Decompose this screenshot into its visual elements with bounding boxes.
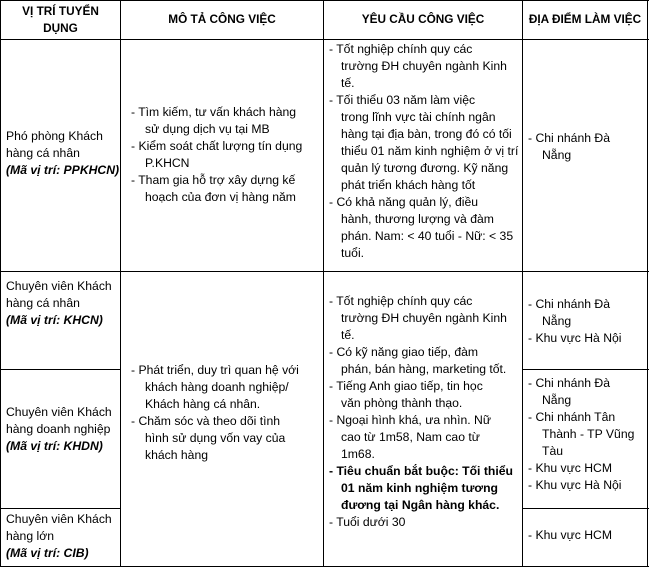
location-cib: - Khu vực HCM — [528, 528, 613, 542]
position-khdn: Chuyên viên Khách hàng doanh nghiệp (Mã vị trí: KHDN) — [6, 405, 112, 453]
location-khdn: - Chi nhánh Đà Nẵng - Chi nhánh Tân Thành - TP Vũng Tàu - Khu vực HCM - Khu vực Hà Nội — [528, 376, 635, 492]
position-ppkhcn: Phó phòng Khách hàng cá nhân (Mã vị trí: PPKHCN) — [6, 129, 120, 177]
row-divider-3-position — [0, 508, 121, 509]
mandatory-requirement: - Tiêu chuẩn bắt buộc: Tối thiểu 01 năm kinh nghiệm tương đương tại Ngân hàng khác. — [329, 464, 513, 512]
requirements-ppkhcn: - Tốt nghiệp chính quy các trường ĐH chuyên ngành Kinh tế. - Tối thiểu 03 năm làm việc trong lĩnh vực tài chính ngân hàng tại địa bàn, trong đó có tối thiểu 01 năm kinh nghiệm ở vị trí quản lý tương đương. Kỹ năng phát triển khách hàng tốt - Có khả năng quản lý, điều hành, thương lượng và đàm phán. Nam: < 40 tuổi - Nữ: < 35 tuổi. — [329, 42, 519, 260]
position-cib: Chuyên viên Khách hàng lớn (Mã vị trí: CIB) — [6, 512, 112, 560]
table-border-left — [0, 0, 1, 567]
col-divider-3 — [522, 0, 523, 567]
header-position: VỊ TRÍ TUYỂN DỤNG — [22, 4, 99, 35]
row-divider-3-location — [522, 508, 649, 509]
row-divider-2-location — [522, 369, 649, 370]
col-divider-1 — [120, 0, 121, 567]
description-shared: - Phát triển, duy trì quan hệ với khách hàng doanh nghiệp/ Khách hàng cá nhân. - Chăm sóc và theo dõi tình hình sử dụng vốn vay của khách hàng — [131, 363, 299, 462]
header-divider — [0, 39, 649, 40]
header-description: MÔ TẢ CÔNG VIỆC — [168, 12, 276, 26]
position-khcn: Chuyên viên Khách hàng cá nhân (Mã vị trí: KHCN) — [6, 279, 112, 327]
description-ppkhcn: - Tìm kiếm, tư vấn khách hàng sử dụng dịch vụ tại MB - Kiểm soát chất lượng tín dụng P.KHCN - Tham gia hỗ trợ xây dựng kế hoạch của đơn vị hàng năm — [131, 105, 303, 204]
location-khcn: - Chi nhánh Đà Nẵng - Khu vực Hà Nội — [528, 297, 622, 345]
col-divider-2 — [323, 0, 324, 567]
requirements-shared: - Tốt nghiệp chính quy các trường ĐH chuyên ngành Kinh tế. - Có kỹ năng giao tiếp, đàm phán, bán hàng, marketing tốt. - Tiếng Anh giao tiếp, tin học văn phòng thành thạo. - Ngoại hình khá, ưa nhìn. Nữ cao từ 1m58, Nam cao từ 1m68. - Tiêu chuẩn bắt buộc: Tối thiểu 01 năm kinh nghiệm tương đương tại Ngân hàng khác. - Tuổi dưới 30 — [329, 294, 513, 529]
header-location: ĐỊA ĐIỂM LÀM VIỆC — [528, 12, 642, 26]
header-requirements: YÊU CẦU CÔNG VIỆC — [361, 12, 485, 26]
row-divider-1 — [0, 271, 649, 272]
table-border-right — [647, 0, 648, 567]
row-divider-2-position — [0, 369, 121, 370]
location-ppkhcn: - Chi nhánh Đà Nẵng — [528, 131, 610, 162]
table-border-top — [0, 0, 649, 1]
